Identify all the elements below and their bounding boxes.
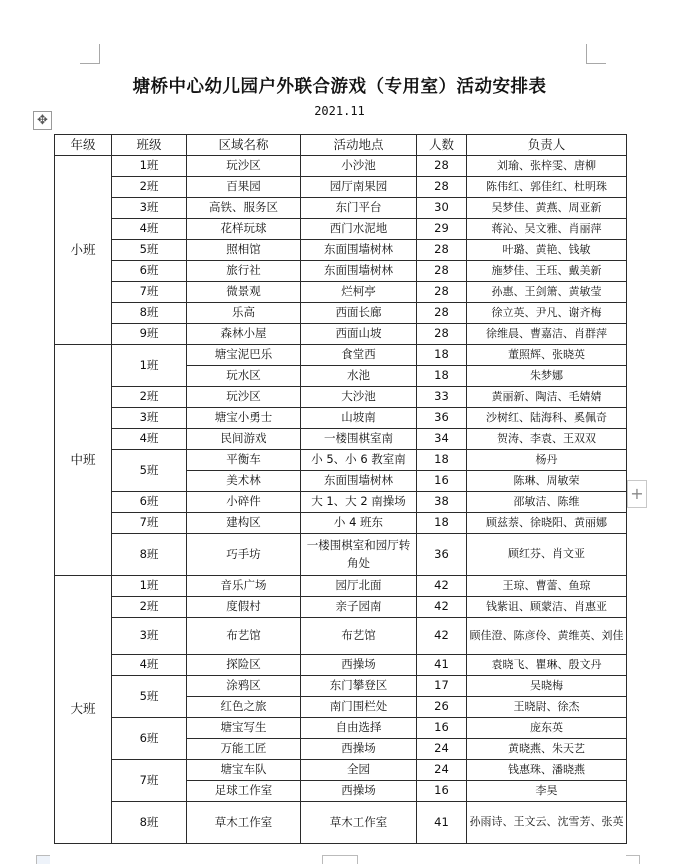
place-cell: 草木工作室 [301, 802, 417, 844]
place-cell: 园厅南果园 [301, 177, 417, 198]
page-bottom-mark-left [36, 855, 50, 864]
header-staff: 负责人 [467, 135, 627, 156]
area-cell: 塘宝写生 [187, 718, 301, 739]
count-cell: 16 [417, 471, 467, 492]
class-cell: 4班 [112, 219, 187, 240]
place-cell: 一楼围棋室和园厅转角处 [301, 534, 417, 576]
table-body [55, 156, 627, 844]
staff-cell: 李昊 [467, 781, 627, 802]
table-row [55, 198, 627, 219]
place-cell: 全园 [301, 760, 417, 781]
table-row [55, 387, 627, 408]
count-cell: 18 [417, 450, 467, 471]
place-cell: 大沙池 [301, 387, 417, 408]
place-cell: 小 5、小 6 教室南 [301, 450, 417, 471]
count-cell: 36 [417, 534, 467, 576]
area-cell: 足球工作室 [187, 781, 301, 802]
header-place: 活动地点 [301, 135, 417, 156]
place-cell: 自由选择 [301, 718, 417, 739]
table-row [55, 177, 627, 198]
staff-cell: 陈琳、周敏荣 [467, 471, 627, 492]
area-cell: 红色之旅 [187, 697, 301, 718]
place-cell: 东门攀登区 [301, 676, 417, 697]
class-cell: 9班 [112, 324, 187, 345]
area-cell: 高铁、服务区 [187, 198, 301, 219]
area-cell: 巧手坊 [187, 534, 301, 576]
count-cell: 26 [417, 697, 467, 718]
staff-cell: 孙雨诗、王文云、沈雪芳、张英 [467, 802, 627, 844]
document-title: 塘桥中心幼儿园户外联合游戏（专用室）活动安排表 [132, 77, 547, 97]
staff-cell: 徐立英、尹凡、谢齐梅 [467, 303, 627, 324]
area-cell: 照相馆 [187, 240, 301, 261]
staff-cell: 邵敏洁、陈维 [467, 492, 627, 513]
area-cell: 森林小屋 [187, 324, 301, 345]
count-cell: 17 [417, 676, 467, 697]
class-cell: 7班 [112, 760, 187, 802]
place-cell: 东面围墙树林 [301, 261, 417, 282]
table-row [55, 718, 627, 739]
place-cell: 东门平台 [301, 198, 417, 219]
table-row [55, 156, 627, 177]
place-cell: 西操场 [301, 781, 417, 802]
class-cell: 5班 [112, 240, 187, 261]
table-row [55, 618, 627, 655]
area-cell: 玩沙区 [187, 387, 301, 408]
count-cell: 16 [417, 781, 467, 802]
table-row [55, 676, 627, 697]
count-cell: 34 [417, 429, 467, 450]
staff-cell: 贺涛、李袁、王双双 [467, 429, 627, 450]
area-cell: 微景观 [187, 282, 301, 303]
class-cell: 7班 [112, 513, 187, 534]
count-cell: 29 [417, 219, 467, 240]
count-cell: 28 [417, 324, 467, 345]
class-cell: 5班 [112, 676, 187, 718]
table-row [55, 655, 627, 676]
grade-cell: 大班 [55, 576, 112, 844]
staff-cell: 袁晓飞、瞿琳、殷文丹 [467, 655, 627, 676]
place-cell: 园厅北面 [301, 576, 417, 597]
area-cell: 民间游戏 [187, 429, 301, 450]
count-cell: 28 [417, 156, 467, 177]
place-cell: 布艺馆 [301, 618, 417, 655]
place-cell: 亲子园南 [301, 597, 417, 618]
count-cell: 42 [417, 618, 467, 655]
place-cell: 小 4 班东 [301, 513, 417, 534]
table-row [55, 534, 627, 576]
count-cell: 41 [417, 655, 467, 676]
place-cell: 西面山坡 [301, 324, 417, 345]
grade-cell: 小班 [55, 156, 112, 345]
place-cell: 西面长廊 [301, 303, 417, 324]
area-cell: 玩水区 [187, 366, 301, 387]
area-cell: 乐高 [187, 303, 301, 324]
area-cell: 旅行社 [187, 261, 301, 282]
class-cell: 8班 [112, 534, 187, 576]
table-move-handle-icon[interactable]: ✥ [33, 111, 52, 130]
table-row [55, 282, 627, 303]
table-row [55, 345, 627, 366]
count-cell: 18 [417, 366, 467, 387]
count-cell: 38 [417, 492, 467, 513]
table-row [55, 408, 627, 429]
count-cell: 28 [417, 261, 467, 282]
count-cell: 16 [417, 718, 467, 739]
place-cell: 一楼围棋室南 [301, 429, 417, 450]
count-cell: 41 [417, 802, 467, 844]
page-corner-mark-right [586, 44, 606, 64]
place-cell: 南门围栏处 [301, 697, 417, 718]
area-cell: 建构区 [187, 513, 301, 534]
count-cell: 42 [417, 597, 467, 618]
table-row [55, 492, 627, 513]
place-cell: 西门水泥地 [301, 219, 417, 240]
class-cell: 6班 [112, 492, 187, 513]
schedule-table [54, 134, 627, 844]
area-cell: 塘宝车队 [187, 760, 301, 781]
place-cell: 东面围墙树林 [301, 240, 417, 261]
header-count: 人数 [417, 135, 467, 156]
place-cell: 东面围墙树林 [301, 471, 417, 492]
class-cell: 8班 [112, 802, 187, 844]
class-cell: 3班 [112, 618, 187, 655]
count-cell: 36 [417, 408, 467, 429]
area-cell: 平衡车 [187, 450, 301, 471]
staff-cell: 钱紫诅、顾蒙洁、肖惠亚 [467, 597, 627, 618]
staff-cell: 施梦佳、王珏、戴美新 [467, 261, 627, 282]
area-cell: 塘宝小勇士 [187, 408, 301, 429]
staff-cell: 沙树红、陆海科、奚佩奇 [467, 408, 627, 429]
count-cell: 28 [417, 282, 467, 303]
table-row [55, 760, 627, 781]
class-cell: 7班 [112, 282, 187, 303]
staff-cell: 董照辉、张晓英 [467, 345, 627, 366]
count-cell: 33 [417, 387, 467, 408]
staff-cell: 王琼、曹蕾、鱼琼 [467, 576, 627, 597]
header-grade: 年级 [55, 135, 112, 156]
table-row [55, 324, 627, 345]
staff-cell: 庞东英 [467, 718, 627, 739]
area-cell: 小碎件 [187, 492, 301, 513]
class-cell: 2班 [112, 177, 187, 198]
staff-cell: 王晓尉、徐杰 [467, 697, 627, 718]
class-cell: 2班 [112, 597, 187, 618]
count-cell: 28 [417, 240, 467, 261]
class-cell: 4班 [112, 429, 187, 450]
staff-cell: 蒋沁、吴文雅、肖丽萍 [467, 219, 627, 240]
table-header-row [55, 135, 627, 156]
area-cell: 玩沙区 [187, 156, 301, 177]
area-cell: 花样玩球 [187, 219, 301, 240]
area-cell: 美术林 [187, 471, 301, 492]
class-cell: 3班 [112, 198, 187, 219]
staff-cell: 孙惠、王剑箫、黄敏莹 [467, 282, 627, 303]
area-cell: 度假村 [187, 597, 301, 618]
place-cell: 烂柯亭 [301, 282, 417, 303]
staff-cell: 黄丽新、陶洁、毛婧婧 [467, 387, 627, 408]
class-cell: 6班 [112, 718, 187, 760]
class-cell: 2班 [112, 387, 187, 408]
add-row-plus-icon[interactable]: + [627, 480, 647, 508]
staff-cell: 顾红芬、肖文亚 [467, 534, 627, 576]
class-cell: 1班 [112, 576, 187, 597]
count-cell: 24 [417, 760, 467, 781]
table-row [55, 240, 627, 261]
place-cell: 水池 [301, 366, 417, 387]
place-cell: 大 1、大 2 南操场 [301, 492, 417, 513]
place-cell: 小沙池 [301, 156, 417, 177]
count-cell: 28 [417, 177, 467, 198]
header-class: 班级 [112, 135, 187, 156]
class-cell: 5班 [112, 450, 187, 492]
table-row [55, 303, 627, 324]
place-cell: 西操场 [301, 739, 417, 760]
grade-cell: 中班 [55, 345, 112, 576]
count-cell: 42 [417, 576, 467, 597]
count-cell: 30 [417, 198, 467, 219]
staff-cell: 陈伟红、郭佳红、杜明珠 [467, 177, 627, 198]
staff-cell: 吴梦佳、黄燕、周亚新 [467, 198, 627, 219]
table-row [55, 513, 627, 534]
area-cell: 草木工作室 [187, 802, 301, 844]
table-row [55, 802, 627, 844]
staff-cell: 刘瑜、张梓雯、唐柳 [467, 156, 627, 177]
document-date: 2021.11 [314, 104, 365, 118]
area-cell: 布艺馆 [187, 618, 301, 655]
count-cell: 18 [417, 513, 467, 534]
area-cell: 万能工匠 [187, 739, 301, 760]
staff-cell: 吴晓梅 [467, 676, 627, 697]
class-cell: 1班 [112, 345, 187, 387]
area-cell: 塘宝泥巴乐 [187, 345, 301, 366]
class-cell: 3班 [112, 408, 187, 429]
page-bottom-mark-right [626, 855, 640, 864]
table-row [55, 450, 627, 471]
place-cell: 食堂西 [301, 345, 417, 366]
area-cell: 百果园 [187, 177, 301, 198]
staff-cell: 黄晓燕、朱天艺 [467, 739, 627, 760]
table-row [55, 597, 627, 618]
class-cell: 1班 [112, 156, 187, 177]
table-row [55, 576, 627, 597]
table-row [55, 261, 627, 282]
count-cell: 28 [417, 303, 467, 324]
header-area: 区域名称 [187, 135, 301, 156]
table-row [55, 219, 627, 240]
page-corner-mark-left [80, 44, 100, 64]
staff-cell: 顾佳澄、陈彦伶、黄维英、刘佳 [467, 618, 627, 655]
staff-cell: 钱惠珠、潘晓燕 [467, 760, 627, 781]
staff-cell: 徐维晨、曹嘉洁、肖群萍 [467, 324, 627, 345]
count-cell: 18 [417, 345, 467, 366]
place-cell: 山坡南 [301, 408, 417, 429]
staff-cell: 杨丹 [467, 450, 627, 471]
class-cell: 6班 [112, 261, 187, 282]
class-cell: 4班 [112, 655, 187, 676]
area-cell: 涂鸦区 [187, 676, 301, 697]
place-cell: 西操场 [301, 655, 417, 676]
staff-cell: 顾兹萘、徐晓阳、黄丽娜 [467, 513, 627, 534]
staff-cell: 叶璐、黄艳、钱敏 [467, 240, 627, 261]
table-row [55, 429, 627, 450]
page-bottom-mark-center [322, 855, 358, 864]
area-cell: 探险区 [187, 655, 301, 676]
area-cell: 音乐广场 [187, 576, 301, 597]
count-cell: 24 [417, 739, 467, 760]
staff-cell: 朱梦娜 [467, 366, 627, 387]
class-cell: 8班 [112, 303, 187, 324]
